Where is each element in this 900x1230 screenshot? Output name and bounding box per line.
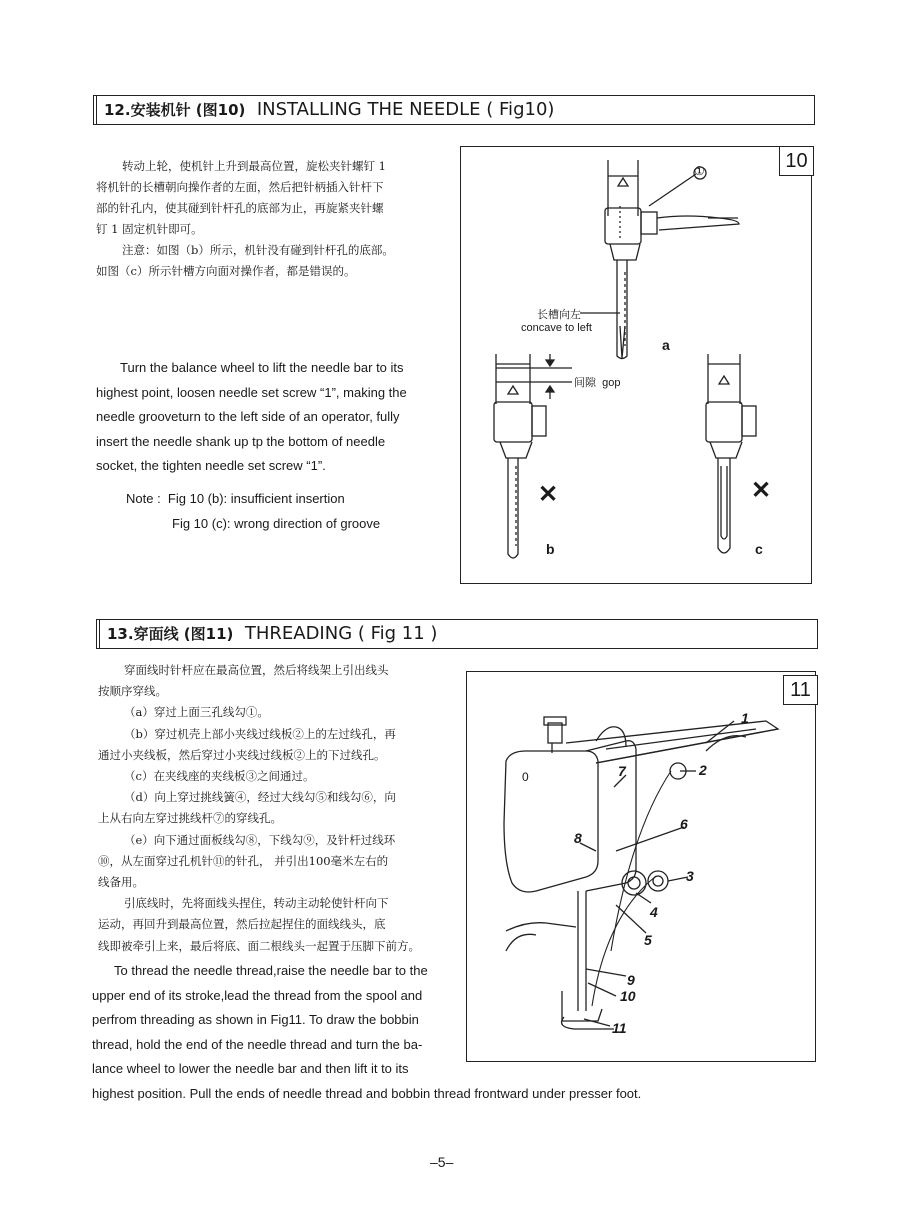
cn-line: 上从右向左穿过挑线杆⑦的穿线孔。 (98, 811, 282, 826)
section-13-title (107, 623, 437, 644)
dial-label: 0 (522, 770, 529, 784)
label-groove-cn: 长槽向左 (537, 308, 581, 321)
note-label: Note : (126, 491, 161, 506)
figure-10-drawing (460, 146, 812, 584)
callout-7: 7 (618, 763, 626, 779)
label-groove-en: concave to left (521, 322, 592, 334)
en-line: needle grooveturn to the left side of an operator, fully (96, 409, 400, 424)
en-line: upper end of its stroke,lead the thread from the spool and (92, 987, 423, 1003)
label-gap (574, 374, 620, 390)
needle-c (706, 354, 756, 553)
en-line: Turn the balance wheel to lift the needle bar to its (120, 360, 404, 375)
cn-line: 钉 1 固定机针即可。 (96, 222, 203, 236)
cn-line: 穿面线时针杆应在最高位置，然后将线架上引出线头 (124, 663, 389, 677)
sub-label-c: c (755, 541, 763, 557)
cn-line: 运动，再回升到最高位置，然后拉起捏住的面线线头，底 (98, 917, 386, 932)
section-12-heading-fig: 图10 (202, 101, 239, 119)
header-marker (96, 96, 101, 124)
callout-1: 1 (741, 710, 749, 726)
cn-line: 部的针孔内，使其碰到针杆孔的底部为止，再旋紧夹针螺 (96, 201, 384, 215)
en-line: highest point, loosen needle set screw “1”, making the (96, 384, 407, 400)
cn-line: ⑩，从左面穿过孔机针⑪的针孔， 并引出100毫米左右的 (98, 853, 389, 868)
en-line: thread, hold the end of the needle thread and turn the ba- (92, 1036, 423, 1052)
section-13-heading-cn: 13.穿面线 ( (107, 625, 191, 643)
callout-9: 9 (627, 972, 635, 988)
cn-line: 线即被牵引上来，最后将底、面二根线头一起置于压脚下前方。 (98, 938, 420, 953)
needle-a (605, 160, 739, 359)
cn-line: 引底线时，先将面线头捏住，转动主动轮使针杆向下 (124, 896, 389, 911)
cn-line: （a）穿过上面三孔线勾①。 (124, 705, 269, 720)
section-12-header (93, 95, 815, 125)
header-marker (99, 620, 104, 648)
callout-3: 3 (686, 868, 694, 884)
section-13-heading-en: THREADING ( Fig 11 ) (244, 623, 438, 644)
wrong-mark-b: ✕ (538, 481, 559, 508)
cn-line: 通过小夹线板，然后穿过小夹线过线板②上的下过线孔。 (98, 747, 386, 762)
en-line: To thread the needle thread,raise the needle bar to the (114, 963, 428, 978)
callout-10: 10 (620, 988, 636, 1004)
cn-line: 线备用。 (98, 875, 144, 890)
callout-4: 4 (650, 904, 658, 920)
label-gap-cn: 间隙 (574, 376, 596, 389)
en-line: highest position. Pull the ends of needle thread and bobbin thread frontward under presser foot. (92, 1085, 642, 1101)
wrong-mark-c: ✕ (751, 477, 772, 504)
cn-line: 按顺序穿线。 (98, 684, 167, 699)
page-number: –5– (430, 1154, 454, 1170)
cn-line: （b）穿过机壳上部小夹线过线板②上的左过线孔，再 (124, 726, 396, 741)
callout-1-label: ① (694, 164, 705, 178)
cn-note-line: 注意：如图（b）所示，机针没有碰到针杆孔的底部。 (122, 243, 394, 257)
en-line: socket, the tighten needle set screw “1”. (96, 458, 326, 473)
callout-8: 8 (574, 830, 582, 846)
section-12-heading-cn: 12.安装机针 ( (104, 101, 203, 119)
section-13-cn-text (98, 660, 466, 957)
note-c: Fig 10 (c): wrong direction of groove (172, 515, 381, 531)
cn-line: 转动上轮，使机针上升到最高位置，旋松夹针螺钉 1 (122, 159, 386, 173)
callout-2: 2 (699, 762, 707, 778)
section-12-heading-en: INSTALLING THE NEEDLE ( Fig10) (256, 99, 555, 120)
note-b: Fig 10 (b): insufficient insertion (167, 491, 345, 506)
en-line: insert the needle shank up tp the bottom of needle (96, 433, 386, 449)
cn-note-line: 如图（c）所示针槽方向面对操作者，都是错误的。 (96, 264, 356, 278)
sub-label-a: a (662, 337, 670, 353)
section-13-header (96, 619, 818, 649)
cn-line: （e）向下通过面板线勾⑧，下线勾⑨，及针杆过线环 (124, 832, 396, 847)
figure-11-machine-drawing (466, 671, 816, 1062)
en-line: perfrom threading as shown in Fig11. To draw the bobbin (92, 1012, 419, 1027)
section-12-en-paragraph (96, 356, 456, 479)
section-13-heading-fig: 图11 (190, 625, 227, 643)
section-13-heading-close: ) (226, 625, 234, 643)
section-12-title (104, 99, 554, 120)
cn-line: （d）向上穿过挑线簧④，经过大线勾⑤和线勾⑥，向 (124, 790, 396, 805)
callout-11: 11 (612, 1020, 627, 1036)
en-line: lance wheel to lower the needle bar and then lift it to its (92, 1061, 409, 1076)
figure-10-number: 10 (779, 146, 814, 176)
needle-b (494, 354, 572, 558)
cn-line: （c）在夹线座的夹线板③之间通过。 (124, 769, 315, 784)
section-12-note (126, 487, 456, 536)
section-12-cn-paragraph (96, 156, 456, 282)
callout-6: 6 (680, 816, 688, 832)
section-12-heading-close: ) (238, 101, 246, 119)
figure-11-number: 11 (783, 675, 818, 705)
cn-line: 将机针的长槽朝向操作者的左面，然后把针柄插入针杆下 (96, 180, 384, 194)
label-gap-en: gop (602, 377, 621, 389)
callout-5: 5 (644, 932, 652, 948)
sub-label-b: b (546, 541, 555, 557)
